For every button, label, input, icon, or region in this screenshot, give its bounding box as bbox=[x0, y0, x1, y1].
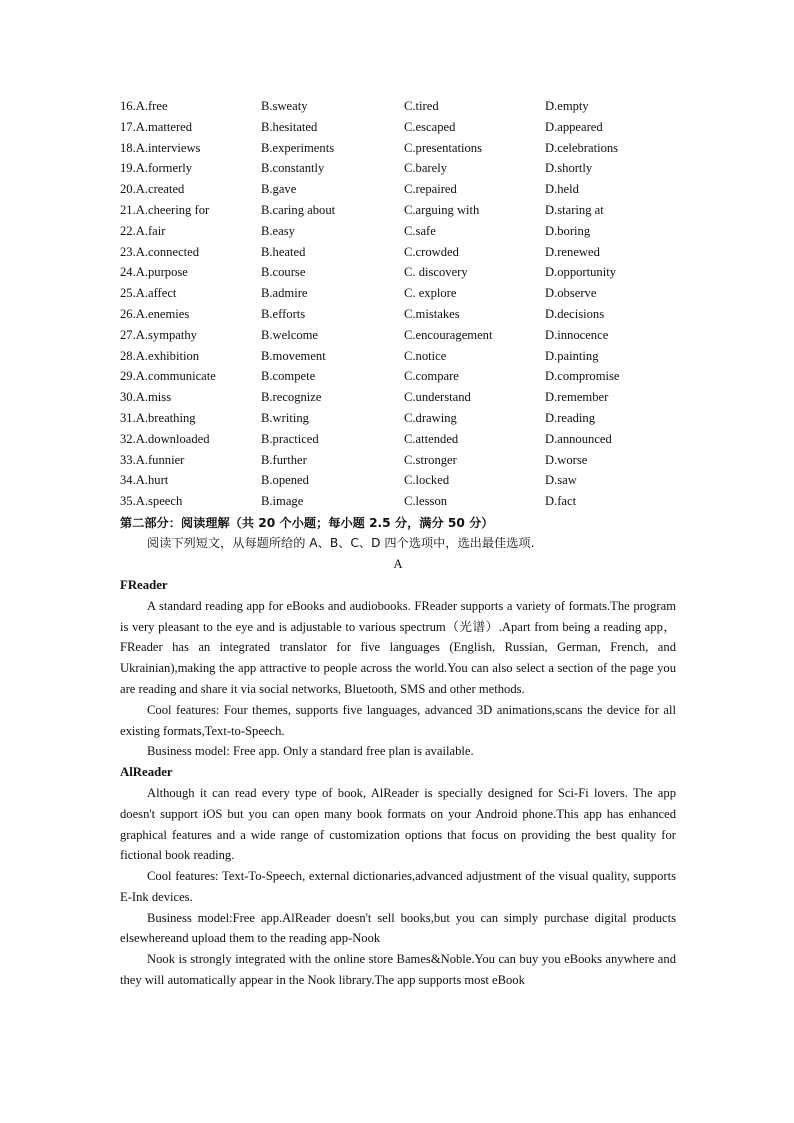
question-row bbox=[120, 242, 676, 263]
option-a bbox=[120, 158, 261, 179]
question-number: 28. bbox=[120, 348, 136, 363]
option-d: D.shortly bbox=[545, 161, 593, 176]
nook-paragraph: Nook is strongly integrated with the online store Bames&Noble.You can buy you eBooks anywhere and they will automatically appear in the Nook library.The app supports most eBook bbox=[120, 952, 676, 988]
question-row bbox=[120, 325, 676, 346]
option-a-text: A.communicate bbox=[135, 369, 216, 384]
option-b: B.admire bbox=[261, 286, 308, 301]
option-b: B.experiments bbox=[261, 140, 335, 155]
option-a bbox=[120, 346, 261, 367]
option-a bbox=[120, 470, 261, 491]
option-b: B.gave bbox=[261, 182, 297, 197]
option-a bbox=[120, 491, 261, 512]
question-row bbox=[120, 138, 676, 159]
option-a bbox=[120, 221, 261, 242]
option-c: C.mistakes bbox=[404, 306, 460, 321]
option-d: D.announced bbox=[545, 431, 612, 446]
option-c: C.lesson bbox=[404, 494, 448, 509]
question-row bbox=[120, 470, 676, 491]
option-d: D.decisions bbox=[545, 306, 605, 321]
option-a-text: A.free bbox=[135, 99, 168, 113]
question-row bbox=[120, 491, 676, 512]
option-a bbox=[120, 117, 261, 138]
option-a-text: A.created bbox=[135, 182, 185, 197]
option-d: D.innocence bbox=[545, 327, 609, 342]
question-number: 17. bbox=[120, 119, 136, 134]
option-a bbox=[120, 200, 261, 221]
option-d: D.saw bbox=[545, 473, 577, 488]
option-a bbox=[120, 262, 261, 283]
freader-heading: FReader bbox=[120, 577, 168, 592]
option-c: C.attended bbox=[404, 431, 459, 446]
option-d: D.worse bbox=[545, 452, 588, 467]
cloze-options-body bbox=[120, 96, 676, 512]
option-a-text: A.formerly bbox=[135, 161, 193, 176]
option-c: C. discovery bbox=[404, 265, 468, 280]
option-b: B.compete bbox=[261, 369, 316, 384]
option-d: D.renewed bbox=[545, 244, 600, 259]
option-c: C.safe bbox=[404, 223, 436, 238]
option-c: C.crowded bbox=[404, 244, 459, 259]
option-a bbox=[120, 450, 261, 471]
option-a bbox=[120, 325, 261, 346]
question-row bbox=[120, 221, 676, 242]
option-a-text: A.miss bbox=[135, 390, 172, 405]
question-row bbox=[120, 96, 676, 117]
option-c: C.drawing bbox=[404, 410, 457, 425]
question-row bbox=[120, 158, 676, 179]
option-a-text: A.purpose bbox=[135, 265, 188, 280]
option-a bbox=[120, 408, 261, 429]
question-number: 23. bbox=[120, 244, 136, 259]
freader-business-model: Business model: Free app. Only a standard free plan is available. bbox=[147, 744, 474, 759]
option-c: C.understand bbox=[404, 390, 471, 405]
option-b: B.easy bbox=[261, 223, 295, 238]
option-a bbox=[120, 179, 261, 200]
exam-page bbox=[120, 96, 676, 991]
option-c: C.repaired bbox=[404, 182, 457, 197]
option-c: C.notice bbox=[404, 348, 447, 363]
option-a-text: A.interviews bbox=[135, 140, 201, 155]
freader-features: Cool features: Four themes, supports five languages, advanced 3D animations,scans the device for all existing formats,Text-to-Speech. bbox=[120, 702, 676, 738]
question-row bbox=[120, 346, 676, 367]
option-a-text: A.enemies bbox=[135, 306, 190, 321]
option-a-text: A.cheering for bbox=[135, 202, 210, 217]
question-number: 25. bbox=[120, 286, 136, 301]
option-c: C.presentations bbox=[404, 140, 482, 155]
option-c: C.tired bbox=[404, 99, 439, 113]
option-a-text: A.connected bbox=[135, 244, 200, 259]
question-row bbox=[120, 283, 676, 304]
option-a-text: A.downloaded bbox=[135, 431, 210, 446]
question-number: 32. bbox=[120, 431, 136, 446]
question-number: 29. bbox=[120, 369, 136, 384]
question-row bbox=[120, 200, 676, 221]
option-b: B.movement bbox=[261, 348, 326, 363]
question-number: 16. bbox=[120, 99, 136, 113]
option-a-text: A.funnier bbox=[135, 452, 185, 467]
passage-label: A bbox=[393, 556, 403, 571]
option-a bbox=[120, 366, 261, 387]
question-number: 35. bbox=[120, 494, 136, 509]
freader-paragraph-1: A standard reading app for eBooks and audiobooks. FReader supports a variety of formats.The program is very pleasant to the eye and is adjustable to various spectrum（光谱）.Apart from being a reading app，FReader has an integrated translator for five languages (English, Russian, German, French, and Ukrainian),making the app attractive to people across the world.You can also select a section of the page you are reading and share it via social networks, Bluetooth, SMS and other methods. bbox=[120, 598, 676, 696]
option-b: B.recognize bbox=[261, 390, 322, 405]
option-a bbox=[120, 96, 261, 117]
option-b: B.writing bbox=[261, 410, 309, 425]
section-two-instruction: 阅读下列短文，从每题所给的 A、B、C、D 四个选项中，选出最佳选项. bbox=[147, 535, 535, 550]
option-a-text: A.breathing bbox=[135, 410, 196, 425]
option-d: D.appeared bbox=[545, 119, 603, 134]
option-d: D.held bbox=[545, 182, 579, 197]
question-number: 27. bbox=[120, 327, 136, 342]
option-a bbox=[120, 242, 261, 263]
option-b: B.caring about bbox=[261, 202, 336, 217]
option-d: D.fact bbox=[545, 494, 577, 509]
option-b: B.constantly bbox=[261, 161, 325, 176]
question-number: 20. bbox=[120, 182, 136, 197]
option-c: C. explore bbox=[404, 286, 457, 301]
option-a-text: A.exhibition bbox=[135, 348, 200, 363]
cloze-options-table bbox=[120, 96, 676, 512]
option-a-text: A.fair bbox=[135, 223, 166, 238]
option-d: D.observe bbox=[545, 286, 597, 301]
question-row bbox=[120, 408, 676, 429]
option-a-text: A.hurt bbox=[135, 473, 169, 488]
question-number: 26. bbox=[120, 306, 136, 321]
option-c: C.arguing with bbox=[404, 202, 480, 217]
question-number: 34. bbox=[120, 473, 136, 488]
question-row bbox=[120, 429, 676, 450]
question-number: 22. bbox=[120, 223, 136, 238]
alreader-business-model: Business model:Free app.AlReader doesn't sell books,but you can simply purchase digital products elsewhereand upload them to the reading app-Nook bbox=[120, 910, 676, 946]
question-row bbox=[120, 117, 676, 138]
question-number: 31. bbox=[120, 410, 136, 425]
option-b: B.opened bbox=[261, 473, 309, 488]
option-a-text: A.sympathy bbox=[135, 327, 197, 342]
option-d: D.painting bbox=[545, 348, 599, 363]
question-number: 24. bbox=[120, 265, 136, 280]
option-a bbox=[120, 304, 261, 325]
option-d: D.empty bbox=[545, 99, 589, 113]
question-row bbox=[120, 304, 676, 325]
question-row bbox=[120, 366, 676, 387]
option-c: C.compare bbox=[404, 369, 459, 384]
option-a bbox=[120, 387, 261, 408]
question-number: 21. bbox=[120, 202, 136, 217]
option-c: C.stronger bbox=[404, 452, 457, 467]
option-b: B.heated bbox=[261, 244, 306, 259]
option-b: B.practiced bbox=[261, 431, 319, 446]
option-c: C.escaped bbox=[404, 119, 456, 134]
option-b: B.further bbox=[261, 452, 307, 467]
option-b: B.course bbox=[261, 265, 306, 280]
question-number: 18. bbox=[120, 140, 136, 155]
option-a bbox=[120, 283, 261, 304]
option-a bbox=[120, 429, 261, 450]
option-a-text: A.affect bbox=[135, 286, 177, 301]
question-row bbox=[120, 387, 676, 408]
option-b: B.sweaty bbox=[261, 99, 308, 113]
option-a-text: A.speech bbox=[135, 494, 183, 509]
question-row bbox=[120, 262, 676, 283]
question-row bbox=[120, 450, 676, 471]
option-d: D.remember bbox=[545, 390, 609, 405]
question-number: 19. bbox=[120, 161, 136, 176]
option-c: C.barely bbox=[404, 161, 448, 176]
question-row bbox=[120, 179, 676, 200]
option-d: D.celebrations bbox=[545, 140, 619, 155]
question-number: 30. bbox=[120, 390, 136, 405]
alreader-heading: AlReader bbox=[120, 765, 173, 780]
option-d: D.staring at bbox=[545, 202, 604, 217]
option-b: B.welcome bbox=[261, 327, 319, 342]
option-d: D.opportunity bbox=[545, 265, 617, 280]
option-b: B.hesitated bbox=[261, 119, 318, 134]
option-a-text: A.mattered bbox=[135, 119, 193, 134]
option-d: D.boring bbox=[545, 223, 591, 238]
alreader-features: Cool features: Text-To-Speech, external dictionaries,advanced adjustment of the visual quality, supports E-Ink devices. bbox=[120, 869, 676, 904]
option-c: C.encouragement bbox=[404, 327, 493, 342]
option-b: B.efforts bbox=[261, 306, 306, 321]
section-two-title: 第二部分：阅读理解（共 20 个小题；每小题 2.5 分，满分 50 分） bbox=[120, 515, 494, 530]
option-d: D.compromise bbox=[545, 369, 620, 384]
option-c: C.locked bbox=[404, 473, 450, 488]
option-b: B.image bbox=[261, 494, 304, 509]
alreader-paragraph-1: Although it can read every type of book, AlReader is specially designed for Sci-Fi lovers. The app doesn't support iOS but you can open many book formats on your Android phone.This app has enhanced graphical features and a wide range of customization options that focus on providing the best quality for fictional book reading. bbox=[120, 785, 676, 863]
option-d: D.reading bbox=[545, 410, 596, 425]
question-number: 33. bbox=[120, 452, 136, 467]
option-a bbox=[120, 138, 261, 159]
